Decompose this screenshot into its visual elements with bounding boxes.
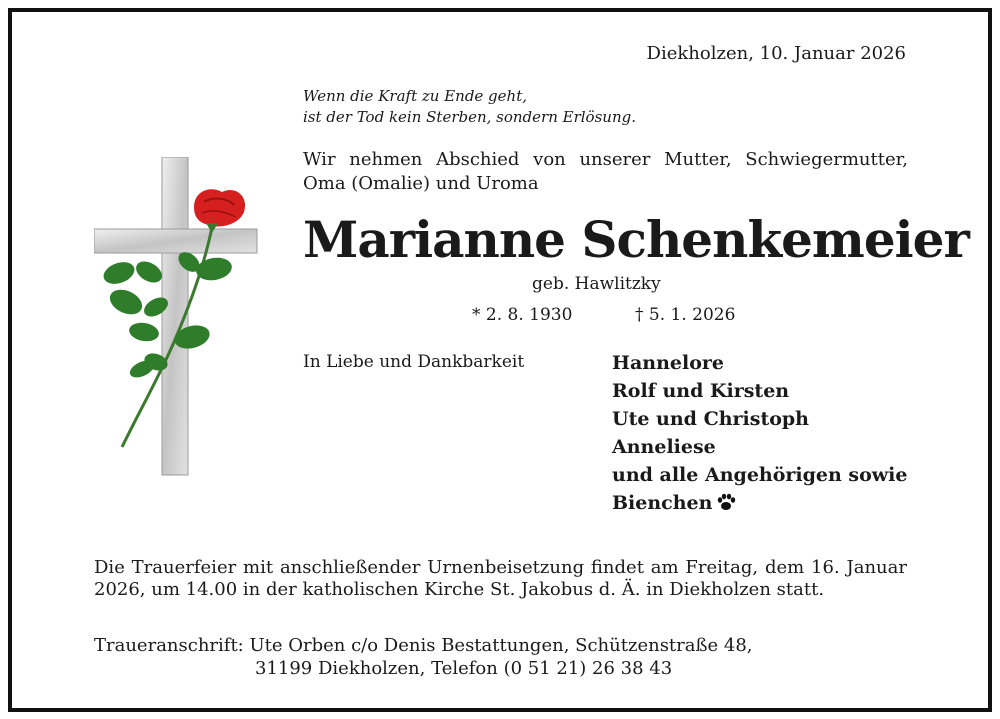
born-name: geb. Hawlitzky [532, 274, 661, 294]
mourner-6: Bienchen [612, 492, 713, 514]
birth-date: * 2. 8. 1930 [472, 305, 573, 325]
poem-line-2: ist der Tod kein Sterben, sondern Erlösung. [303, 108, 636, 126]
mourner-5: und alle Angehörigen sowie [612, 464, 908, 486]
cross-with-rose-icon [94, 157, 259, 477]
mourner-2: Rolf und Kirsten [612, 380, 790, 402]
mourners-list [612, 349, 907, 517]
address-line-1: Traueranschrift: Ute Orben c/o Denis Bestattungen, Schützenstraße 48, [94, 635, 753, 656]
mourner-6-row [612, 489, 907, 517]
mourner-4: Anneliese [612, 436, 716, 458]
deceased-name: Marianne Schenkemeier [303, 210, 969, 269]
mourner-1: Hannelore [612, 352, 724, 374]
poem-line-1: Wenn die Kraft zu Ende geht, [303, 87, 527, 105]
address-line-2: 31199 Diekholzen, Telefon (0 51 21) 26 38 43 [255, 658, 673, 679]
intro-text: Wir nehmen Abschied von unserer Mutter, Schwiegermutter, Oma (Omalie) und Uroma [303, 149, 908, 194]
love-line: In Liebe und Dankbarkeit [303, 352, 525, 372]
paw-print-icon [716, 492, 736, 512]
service-info: Die Trauerfeier mit anschließender Urnenbeisetzung findet am Freitag, dem 16. Januar 2026, um 14.00 in der katholischen Kirche St. Jakobus d. Ä. in Diekholzen statt. [94, 557, 907, 600]
mourner-3: Ute und Christoph [612, 408, 809, 430]
poem [303, 86, 636, 128]
place-date: Diekholzen, 10. Januar 2026 [646, 43, 906, 64]
death-date: † 5. 1. 2026 [635, 305, 736, 325]
mourning-address [94, 634, 753, 680]
